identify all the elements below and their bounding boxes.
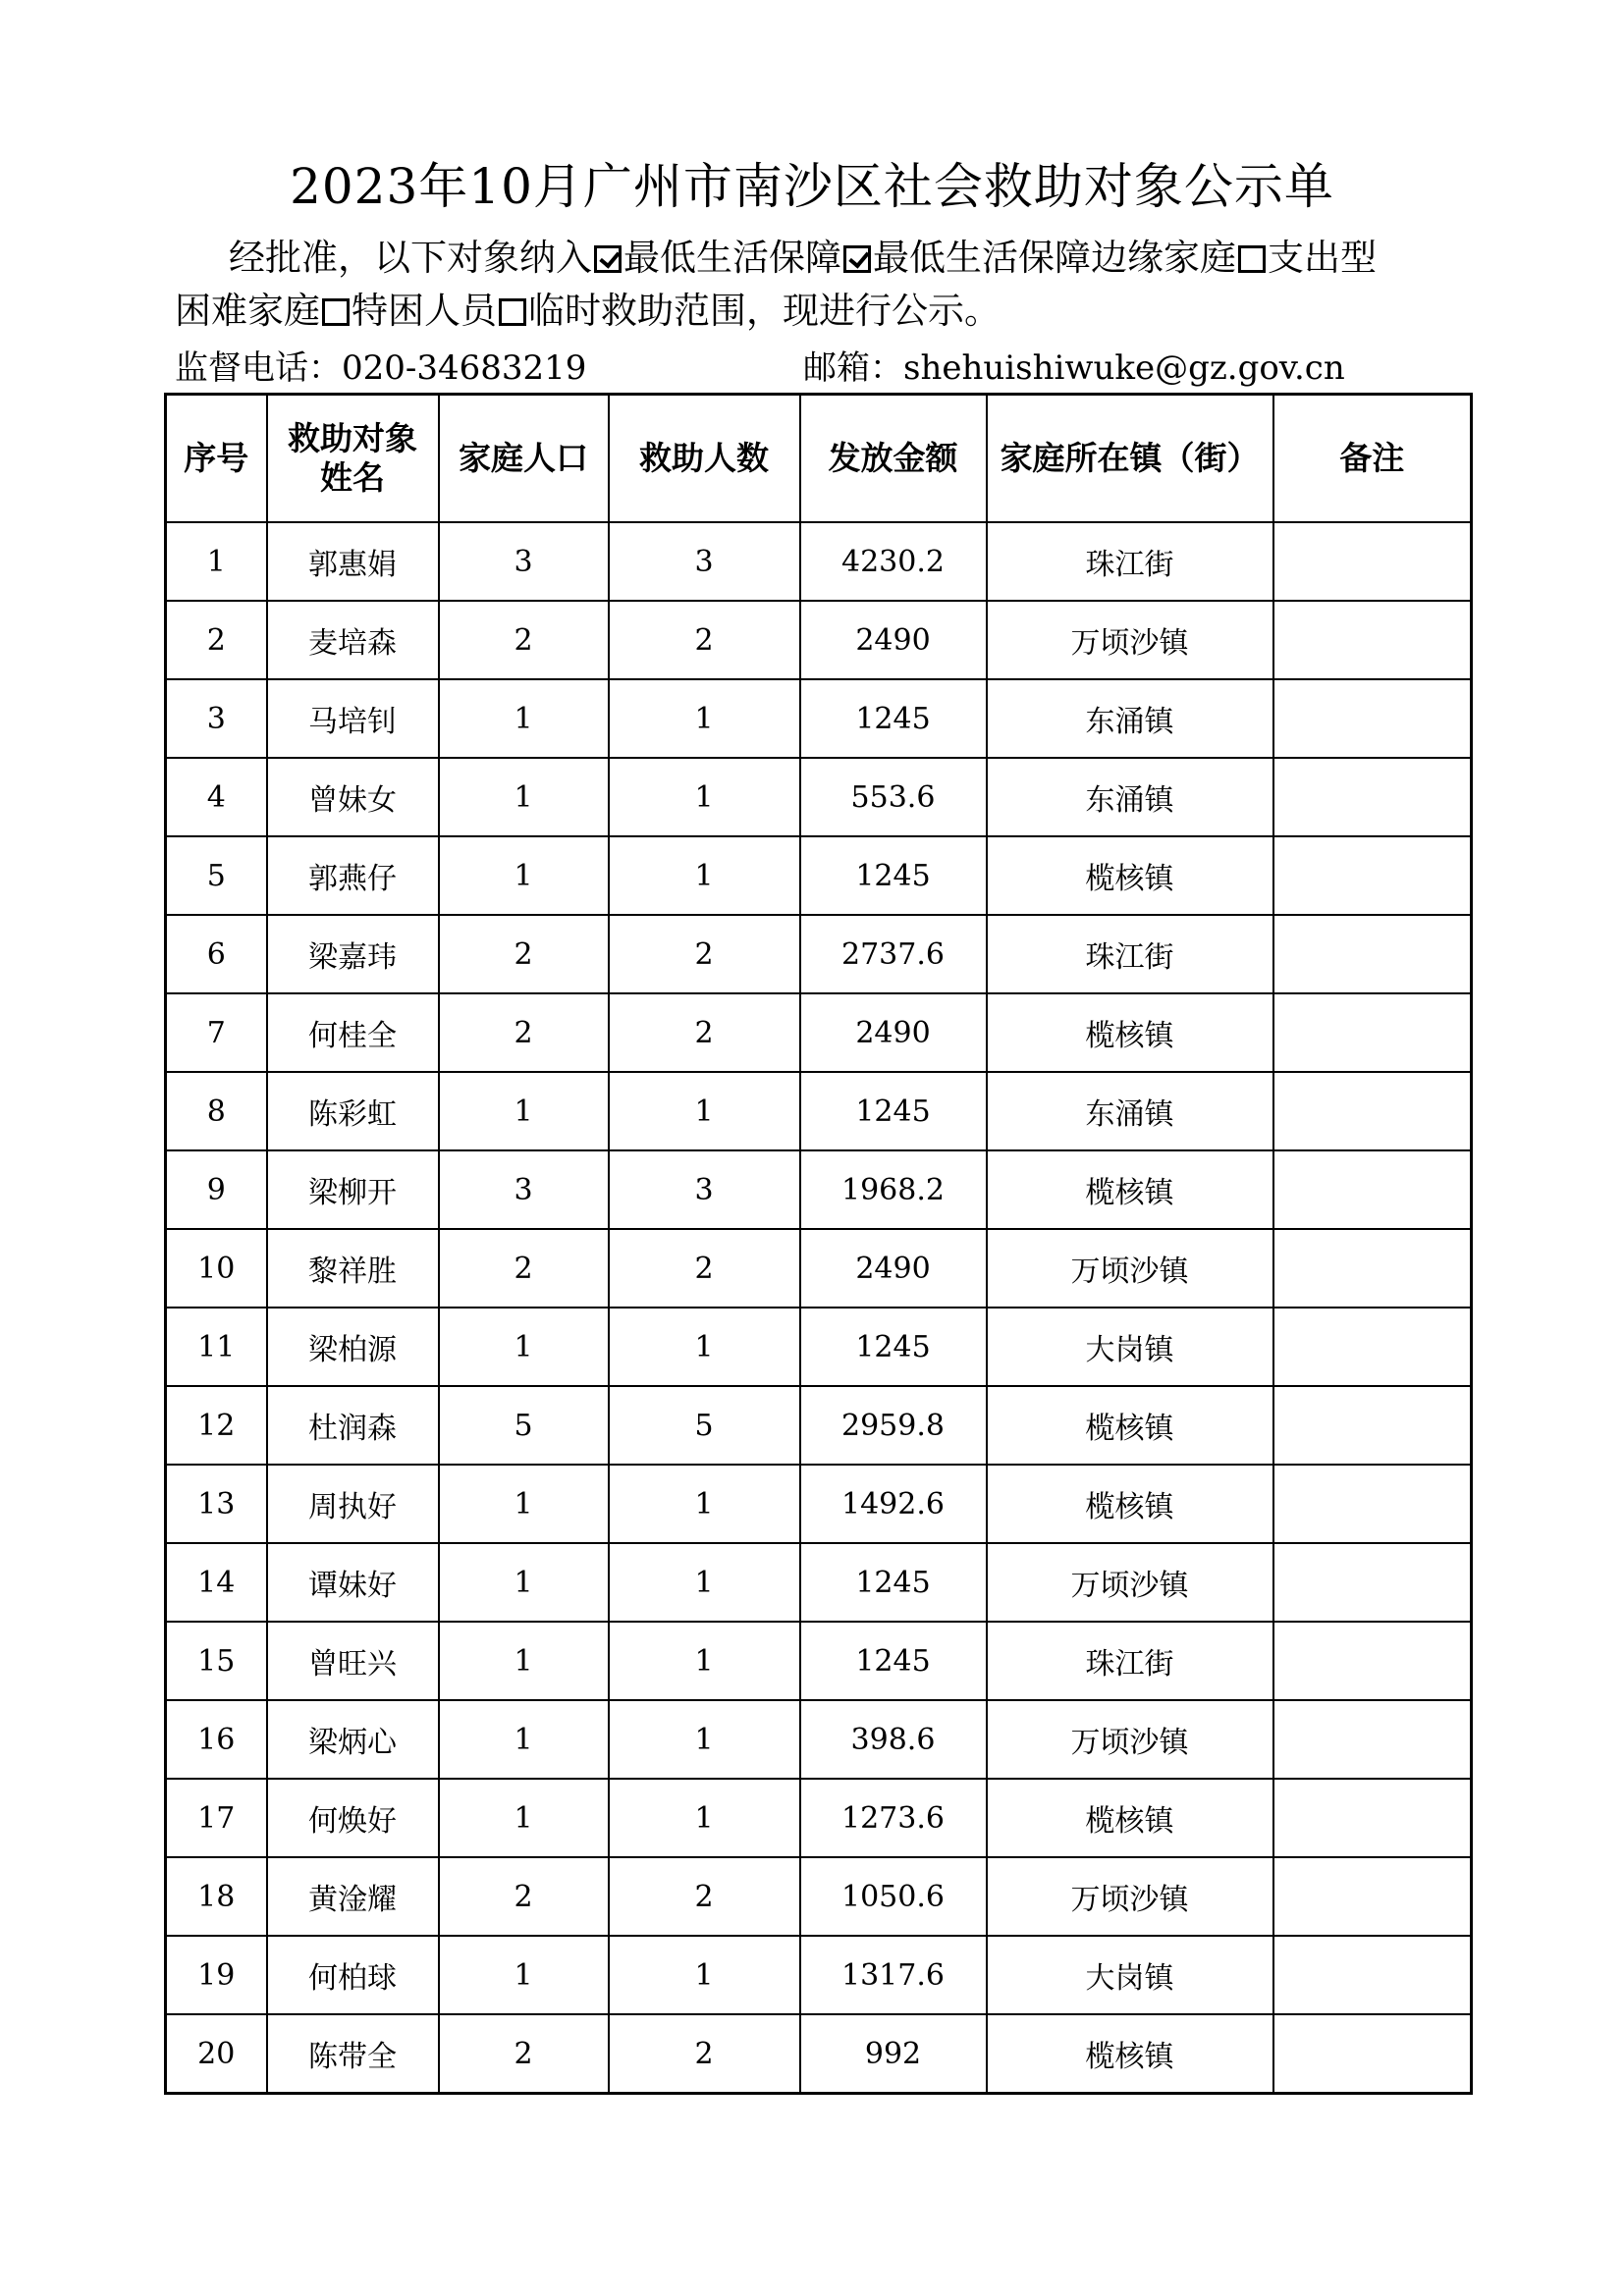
intro-paragraph (175, 232, 1481, 338)
cell-index: 4 (166, 758, 267, 836)
cell-household-size: 2 (439, 2014, 609, 2094)
intro-line-2 (175, 285, 1481, 338)
cell-household-size: 1 (439, 836, 609, 915)
table-header-row (166, 395, 1472, 523)
table-row (166, 1622, 1472, 1700)
cell-remarks (1273, 679, 1472, 758)
cell-amount: 4230.2 (800, 522, 987, 601)
cell-remarks (1273, 1150, 1472, 1229)
cell-town: 万顷沙镇 (987, 1229, 1273, 1308)
cell-household-size: 1 (439, 1936, 609, 2014)
cell-household-size: 3 (439, 522, 609, 601)
cell-aided-count: 2 (609, 601, 800, 679)
cell-amount: 1050.6 (800, 1857, 987, 1936)
cell-amount: 1245 (800, 679, 987, 758)
checkbox-unchecked-icon (322, 298, 350, 326)
cell-name: 梁柳开 (267, 1150, 439, 1229)
cell-remarks (1273, 836, 1472, 915)
cell-household-size: 1 (439, 1543, 609, 1622)
table-row (166, 836, 1472, 915)
cell-aided-count: 1 (609, 1936, 800, 2014)
cell-aided-count: 2 (609, 1229, 800, 1308)
cell-amount: 2490 (800, 1229, 987, 1308)
cell-aided-count: 2 (609, 993, 800, 1072)
table-row (166, 993, 1472, 1072)
cell-amount: 1245 (800, 1308, 987, 1386)
header-remarks: 备注 (1273, 395, 1472, 523)
table-row (166, 758, 1472, 836)
header-name-line1: 救助对象 (288, 419, 417, 457)
cell-index: 20 (166, 2014, 267, 2094)
cell-remarks (1273, 1072, 1472, 1150)
cell-aided-count: 1 (609, 758, 800, 836)
cell-amount: 1317.6 (800, 1936, 987, 2014)
cell-town: 榄核镇 (987, 993, 1273, 1072)
header-aided-count: 救助人数 (609, 395, 800, 523)
cell-household-size: 2 (439, 1229, 609, 1308)
cell-amount: 1492.6 (800, 1465, 987, 1543)
header-name-line2: 姓名 (320, 458, 385, 497)
cell-name: 梁柏源 (267, 1308, 439, 1386)
cell-town: 万顷沙镇 (987, 601, 1273, 679)
cell-remarks (1273, 1779, 1472, 1857)
intro-item-label: 最低生活保障边缘家庭 (873, 237, 1236, 279)
cell-amount: 2490 (800, 993, 987, 1072)
cell-name: 黄淦耀 (267, 1857, 439, 1936)
cell-aided-count: 1 (609, 1779, 800, 1857)
cell-index: 18 (166, 1857, 267, 1936)
cell-remarks (1273, 1857, 1472, 1936)
cell-index: 12 (166, 1386, 267, 1465)
cell-index: 5 (166, 836, 267, 915)
cell-index: 6 (166, 915, 267, 993)
cell-remarks (1273, 758, 1472, 836)
cell-aided-count: 1 (609, 1622, 800, 1700)
cell-remarks (1273, 2014, 1472, 2094)
table-row (166, 915, 1472, 993)
cell-name: 郭燕仔 (267, 836, 439, 915)
cell-index: 7 (166, 993, 267, 1072)
cell-aided-count: 3 (609, 522, 800, 601)
cell-aided-count: 1 (609, 1543, 800, 1622)
table-row (166, 1150, 1472, 1229)
cell-town: 榄核镇 (987, 1386, 1273, 1465)
cell-town: 东涌镇 (987, 758, 1273, 836)
cell-remarks (1273, 993, 1472, 1072)
cell-name: 陈带全 (267, 2014, 439, 2094)
cell-name: 郭惠娟 (267, 522, 439, 601)
cell-name: 何焕好 (267, 1779, 439, 1857)
cell-remarks (1273, 1700, 1472, 1779)
table-body (166, 522, 1472, 2094)
supervision-phone: 监督电话：020-34683219 (175, 348, 587, 388)
intro-suffix: 范围，现进行公示。 (674, 290, 1001, 332)
cell-aided-count: 1 (609, 1465, 800, 1543)
header-town: 家庭所在镇（街） (987, 395, 1273, 523)
cell-aided-count: 1 (609, 679, 800, 758)
header-amount: 发放金额 (800, 395, 987, 523)
contact-email: 邮箱：shehuishiwuke@gz.gov.cn (803, 348, 1345, 388)
cell-amount: 398.6 (800, 1700, 987, 1779)
assistance-table (164, 393, 1473, 2095)
cell-index: 17 (166, 1779, 267, 1857)
cell-aided-count: 1 (609, 1072, 800, 1150)
page-title: 2023年10月广州市南沙区社会救助对象公示单 (290, 158, 1334, 215)
cell-aided-count: 5 (609, 1386, 800, 1465)
table-row (166, 1465, 1472, 1543)
cell-amount: 1968.2 (800, 1150, 987, 1229)
cell-household-size: 1 (439, 1700, 609, 1779)
table-row (166, 1857, 1472, 1936)
cell-name: 陈彩虹 (267, 1072, 439, 1150)
table-row (166, 1700, 1472, 1779)
cell-remarks (1273, 1465, 1472, 1543)
cell-index: 8 (166, 1072, 267, 1150)
cell-town: 东涌镇 (987, 1072, 1273, 1150)
cell-remarks (1273, 1622, 1472, 1700)
cell-index: 3 (166, 679, 267, 758)
cell-amount: 553.6 (800, 758, 987, 836)
cell-index: 10 (166, 1229, 267, 1308)
intro-item-label: 特困人员 (352, 290, 497, 332)
cell-household-size: 1 (439, 1622, 609, 1700)
cell-index: 11 (166, 1308, 267, 1386)
cell-index: 19 (166, 1936, 267, 2014)
cell-name: 曾妹女 (267, 758, 439, 836)
cell-remarks (1273, 601, 1472, 679)
checkbox-unchecked-icon (1238, 245, 1266, 273)
header-household-size: 家庭人口 (439, 395, 609, 523)
cell-name: 马培钊 (267, 679, 439, 758)
cell-remarks (1273, 915, 1472, 993)
cell-name: 梁炳心 (267, 1700, 439, 1779)
cell-amount: 1245 (800, 1543, 987, 1622)
cell-town: 万顷沙镇 (987, 1543, 1273, 1622)
cell-amount: 1245 (800, 836, 987, 915)
cell-household-size: 2 (439, 993, 609, 1072)
cell-household-size: 2 (439, 915, 609, 993)
cell-household-size: 1 (439, 679, 609, 758)
header-name (267, 395, 439, 523)
cell-name: 周执好 (267, 1465, 439, 1543)
table-row (166, 1308, 1472, 1386)
intro-item-label-part: 支出型 (1268, 237, 1377, 279)
cell-household-size: 1 (439, 1465, 609, 1543)
checkbox-checked-icon (594, 245, 622, 273)
cell-town: 万顷沙镇 (987, 1700, 1273, 1779)
table-row (166, 1072, 1472, 1150)
table-row (166, 522, 1472, 601)
cell-index: 9 (166, 1150, 267, 1229)
table-row (166, 1779, 1472, 1857)
cell-household-size: 1 (439, 1308, 609, 1386)
cell-index: 16 (166, 1700, 267, 1779)
table-row (166, 1543, 1472, 1622)
cell-aided-count: 1 (609, 1700, 800, 1779)
cell-index: 14 (166, 1543, 267, 1622)
cell-remarks (1273, 1543, 1472, 1622)
table-row (166, 601, 1472, 679)
cell-amount: 1245 (800, 1072, 987, 1150)
intro-item-label: 最低生活保障 (623, 237, 841, 279)
cell-aided-count: 2 (609, 2014, 800, 2094)
intro-prefix: 经批准，以下对象纳入 (229, 237, 592, 279)
cell-household-size: 2 (439, 601, 609, 679)
cell-town: 榄核镇 (987, 1465, 1273, 1543)
cell-aided-count: 2 (609, 1857, 800, 1936)
table-row (166, 2014, 1472, 2094)
cell-name: 曾旺兴 (267, 1622, 439, 1700)
cell-household-size: 2 (439, 1857, 609, 1936)
cell-amount: 2737.6 (800, 915, 987, 993)
cell-amount: 2490 (800, 601, 987, 679)
cell-name: 谭妹好 (267, 1543, 439, 1622)
intro-item-label: 临时救助 (528, 290, 674, 332)
cell-town: 榄核镇 (987, 836, 1273, 915)
cell-aided-count: 1 (609, 1308, 800, 1386)
cell-amount: 1273.6 (800, 1779, 987, 1857)
cell-remarks (1273, 1936, 1472, 2014)
cell-amount: 2959.8 (800, 1386, 987, 1465)
cell-aided-count: 3 (609, 1150, 800, 1229)
cell-name: 杜润森 (267, 1386, 439, 1465)
cell-remarks (1273, 1229, 1472, 1308)
cell-town: 大岗镇 (987, 1308, 1273, 1386)
cell-aided-count: 2 (609, 915, 800, 993)
cell-index: 13 (166, 1465, 267, 1543)
cell-amount: 1245 (800, 1622, 987, 1700)
cell-household-size: 1 (439, 758, 609, 836)
cell-household-size: 1 (439, 1072, 609, 1150)
cell-town: 万顷沙镇 (987, 1857, 1273, 1936)
table-row (166, 1936, 1472, 2014)
cell-household-size: 3 (439, 1150, 609, 1229)
cell-town: 榄核镇 (987, 1779, 1273, 1857)
cell-name: 何桂全 (267, 993, 439, 1072)
table-row (166, 1229, 1472, 1308)
cell-town: 榄核镇 (987, 1150, 1273, 1229)
table-row (166, 1386, 1472, 1465)
cell-index: 1 (166, 522, 267, 601)
contact-info (175, 346, 1481, 391)
cell-aided-count: 1 (609, 836, 800, 915)
cell-remarks (1273, 522, 1472, 601)
cell-town: 珠江街 (987, 915, 1273, 993)
cell-household-size: 5 (439, 1386, 609, 1465)
cell-remarks (1273, 1386, 1472, 1465)
cell-name: 麦培森 (267, 601, 439, 679)
cell-name: 何柏球 (267, 1936, 439, 2014)
cell-town: 大岗镇 (987, 1936, 1273, 2014)
cell-index: 2 (166, 601, 267, 679)
cell-town: 珠江街 (987, 522, 1273, 601)
checkbox-checked-icon (843, 245, 871, 273)
cell-amount: 992 (800, 2014, 987, 2094)
header-index: 序号 (166, 395, 267, 523)
table-row (166, 679, 1472, 758)
cell-index: 15 (166, 1622, 267, 1700)
cell-remarks (1273, 1308, 1472, 1386)
cell-town: 珠江街 (987, 1622, 1273, 1700)
intro-item-label-part: 困难家庭 (175, 290, 320, 332)
cell-name: 黎祥胜 (267, 1229, 439, 1308)
checkbox-unchecked-icon (499, 298, 526, 326)
intro-line-1 (175, 232, 1481, 285)
cell-town: 榄核镇 (987, 2014, 1273, 2094)
cell-household-size: 1 (439, 1779, 609, 1857)
cell-town: 东涌镇 (987, 679, 1273, 758)
cell-name: 梁嘉玮 (267, 915, 439, 993)
